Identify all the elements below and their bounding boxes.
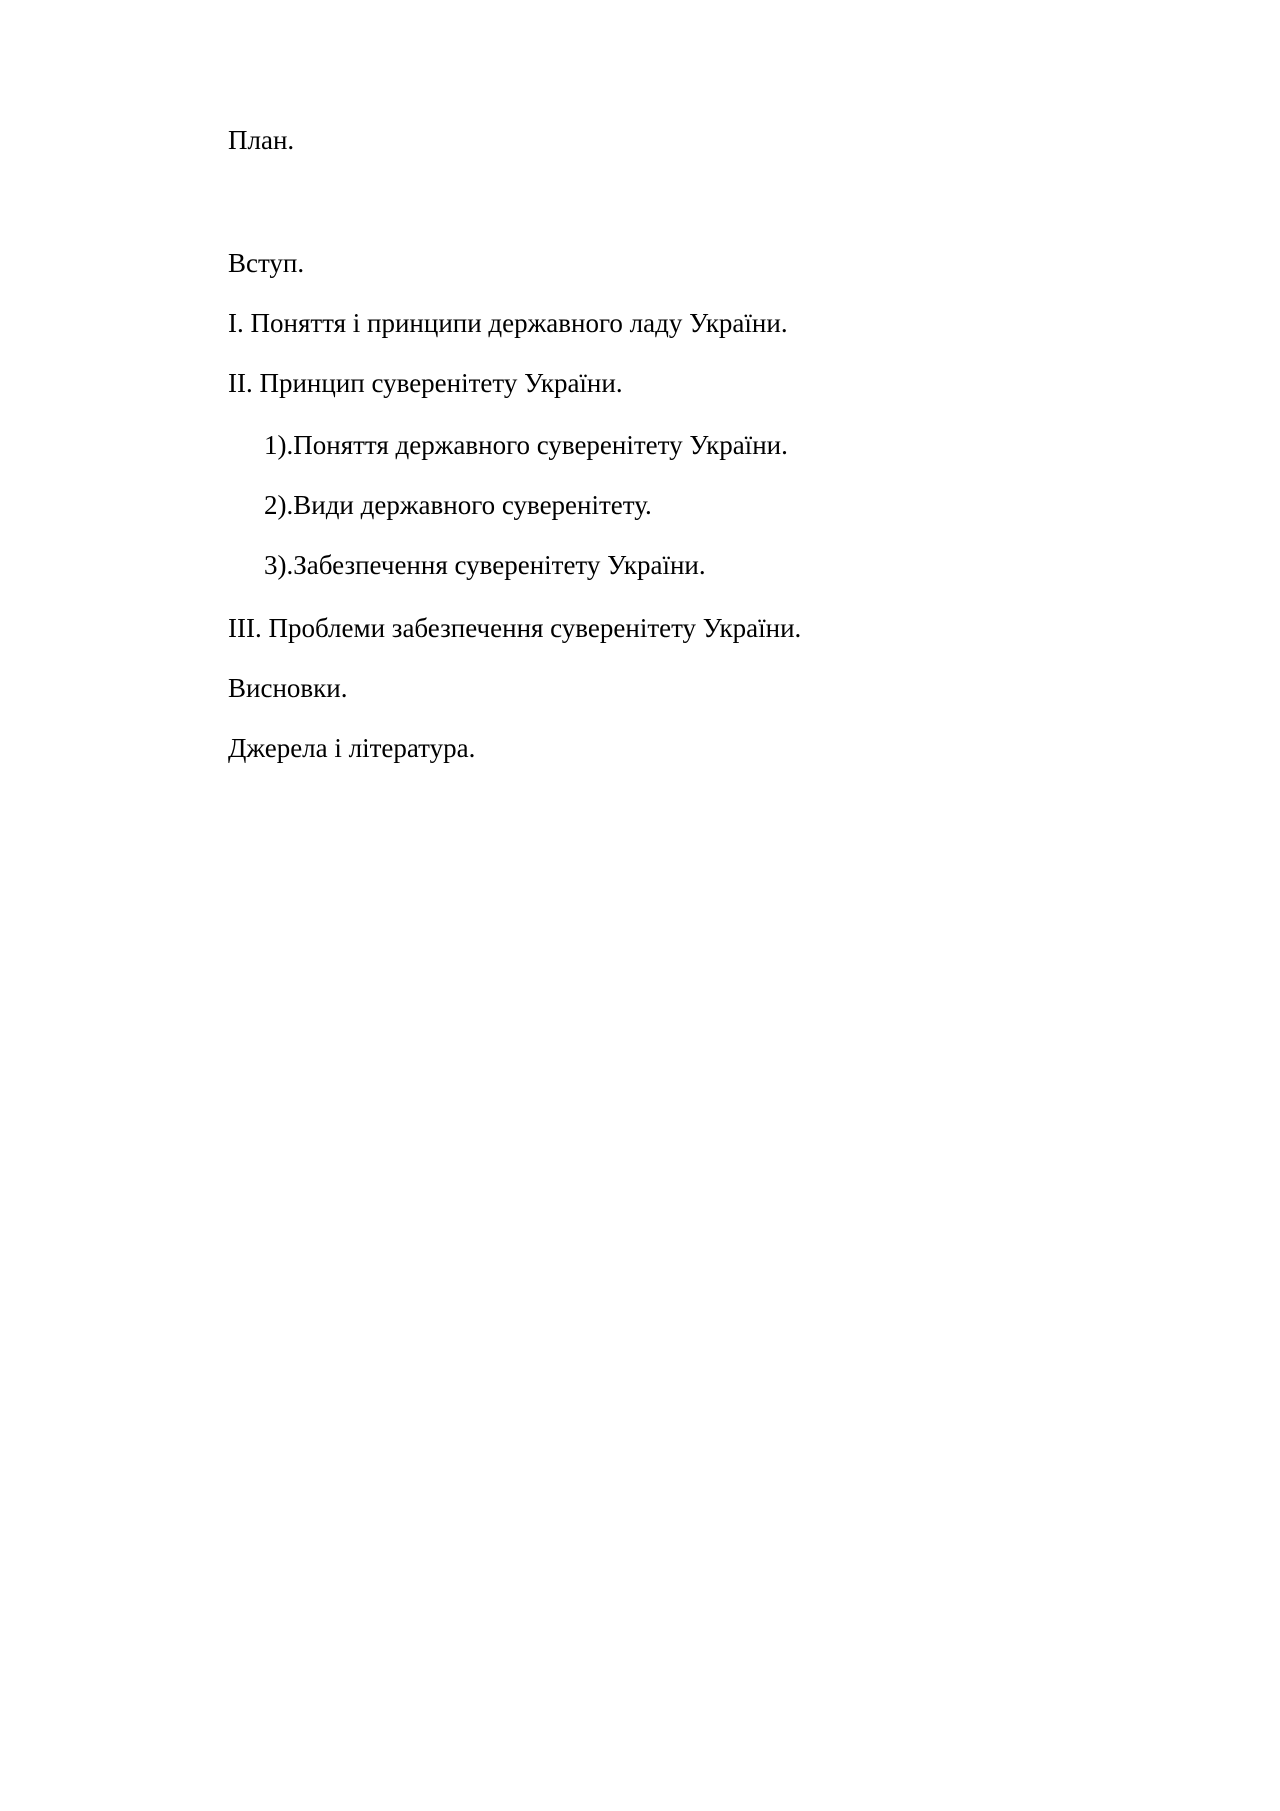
- toc-subitem-2: 2).Види державного суверенітету.: [264, 490, 652, 520]
- toc-item-conclusions: Висновки.: [228, 673, 348, 703]
- toc-item-section-3: III. Проблеми забезпечення суверенітету України.: [228, 613, 802, 643]
- toc-item-introduction: Вступ.: [228, 248, 305, 278]
- toc-item-section-2: II. Принцип суверенітету України.: [228, 368, 623, 398]
- toc-item-sources: Джерела і література.: [228, 733, 476, 763]
- plan-title: План.: [228, 125, 295, 155]
- toc-subitem-3: 3).Забезпечення суверенітету України.: [264, 550, 706, 580]
- toc-subitem-1: 1).Поняття державного суверенітету України.: [264, 430, 788, 460]
- toc-item-section-1: I. Поняття і принципи державного ладу України.: [228, 308, 788, 338]
